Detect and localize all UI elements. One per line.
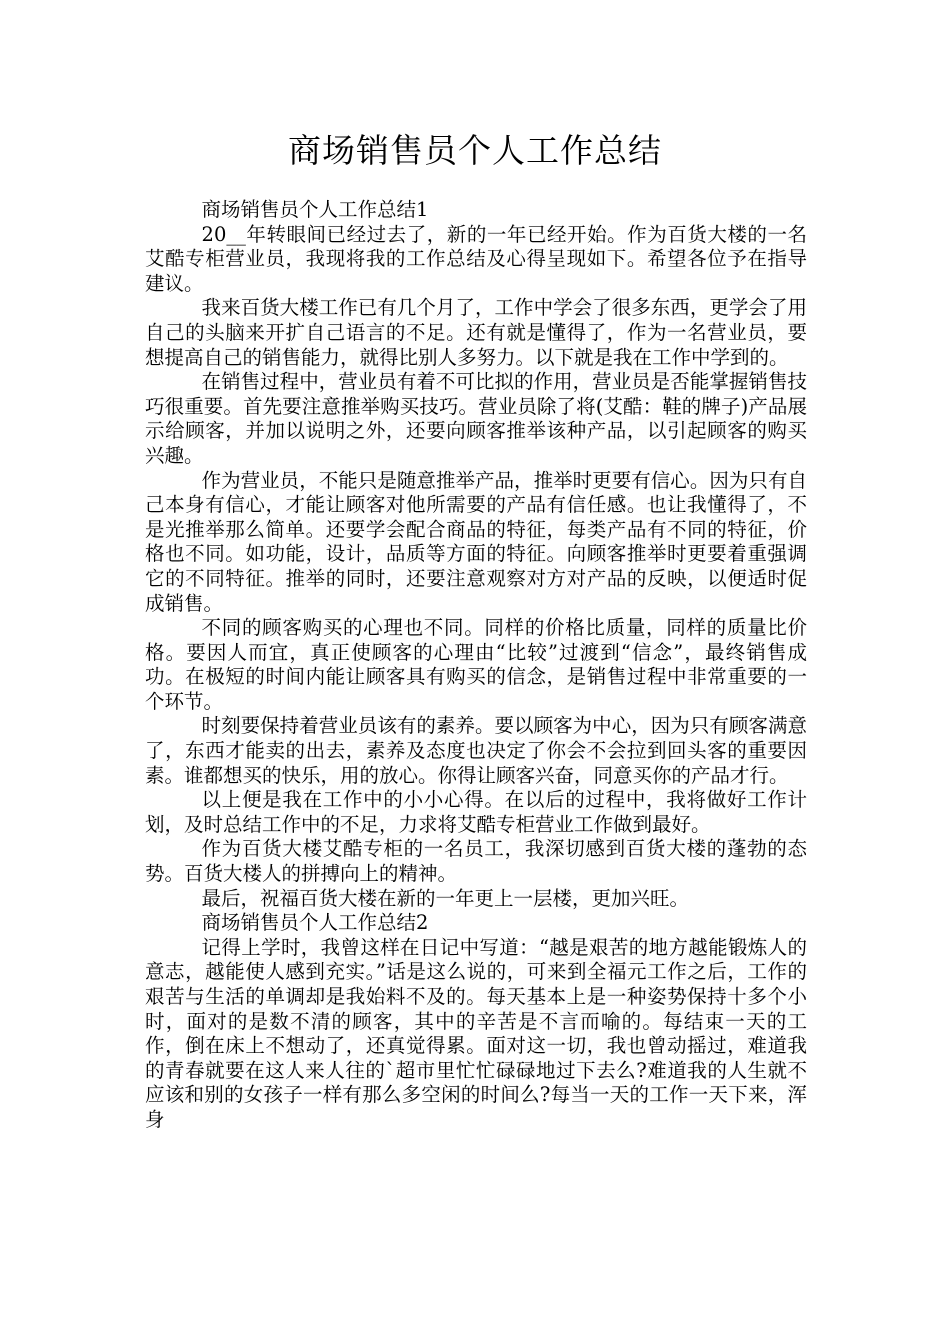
paragraph: 不同的顾客购买的心理也不同。同样的价格比质量，同样的质量比价格。要因人而宜，真正使顾客的心理由“比较”过渡到“信念”，最终销售成功。在极短的时间内能让顾客具有购买的信念，是销售过程中非常重要的一个环节。 [145, 616, 807, 713]
paragraph: 在销售过程中，营业员有着不可比拟的作用，营业员是否能掌握销售技巧很重要。首先要注意推举购买技巧。营业员除了将(艾酷：鞋的牌子)产品展示给顾客，并加以说明之外，还要向顾客推举该种产品，以引起顾客的购买兴趣。 [145, 370, 807, 467]
document-body [145, 198, 807, 1133]
paragraph: 时刻要保持着营业员该有的素养。要以顾客为中心，因为只有顾客满意了，东西才能卖的出去，素养及态度也决定了你会不会拉到回头客的重要因素。谁都想买的快乐，用的放心。你得让顾客兴奋，同意买你的产品才行。 [145, 714, 807, 787]
section-heading-2: 商场销售员个人工作总结2 [201, 911, 429, 935]
paragraph: 作为营业员，不能只是随意推举产品，推举时更要有信心。因为只有自己本身有信心，才能让顾客对他所需要的产品有信任感。也让我懂得了，不是光推举那么简单。还要学会配合商品的特征，每类产品有不同的特征，价格也不同。如功能，设计，品质等方面的特征。向顾客推举时更要着重强调它的不同特征。推举的同时，还要注意观察对方对产品的反映，以便适时促成销售。 [145, 468, 807, 615]
paragraph: 记得上学时，我曾这样在日记中写道：“越是艰苦的地方越能锻炼人的意志，越能使人感到充实。”话是这么说的，可来到全福元工作之后，工作的艰苦与生活的单调却是我始料不及的。每天基本上是一种姿势保持十多个小时，面对的是数不清的顾客，其中的辛苦是不言而喻的。每结束一天的工作，倒在床上不想动了，还真觉得累。面对这一切，我也曾动摇过，难道我的青春就要在这人来人往的`超市里忙忙碌碌地过下去么?难道我的人生就不应该和别的女孩子一样有那么多空闲的时间么?每当一天的工作一天下来，浑身 [145, 935, 807, 1131]
paragraph: 20__年转眼间已经过去了，新的一年已经开始。作为百货大楼的一名艾酷专柜营业员，我现将我的工作总结及心得呈现如下。希望各位予在指导建议。 [145, 222, 807, 295]
document-title: 商场销售员个人工作总结 [288, 131, 662, 170]
section-heading-1: 商场销售员个人工作总结1 [201, 198, 429, 221]
paragraph: 我来百货大楼工作已有几个月了，工作中学会了很多东西，更学会了用自己的头脑来开扩自己语言的不足。还有就是懂得了，作为一名营业员，要想提高自己的销售能力，就得比别人多努力。以下就是我在工作中学到的。 [145, 296, 807, 369]
paragraph: 以上便是我在工作中的小小心得。在以后的过程中，我将做好工作计划，及时总结工作中的不足，力求将艾酷专柜营业工作做到最好。 [145, 788, 807, 836]
paragraph: 最后，祝福百货大楼在新的一年更上一层楼，更加兴旺。 [201, 886, 690, 910]
paragraph: 作为百货大楼艾酷专柜的一名员工，我深切感到百货大楼的蓬勃的态势。百货大楼人的拼搏向上的精神。 [145, 837, 807, 886]
